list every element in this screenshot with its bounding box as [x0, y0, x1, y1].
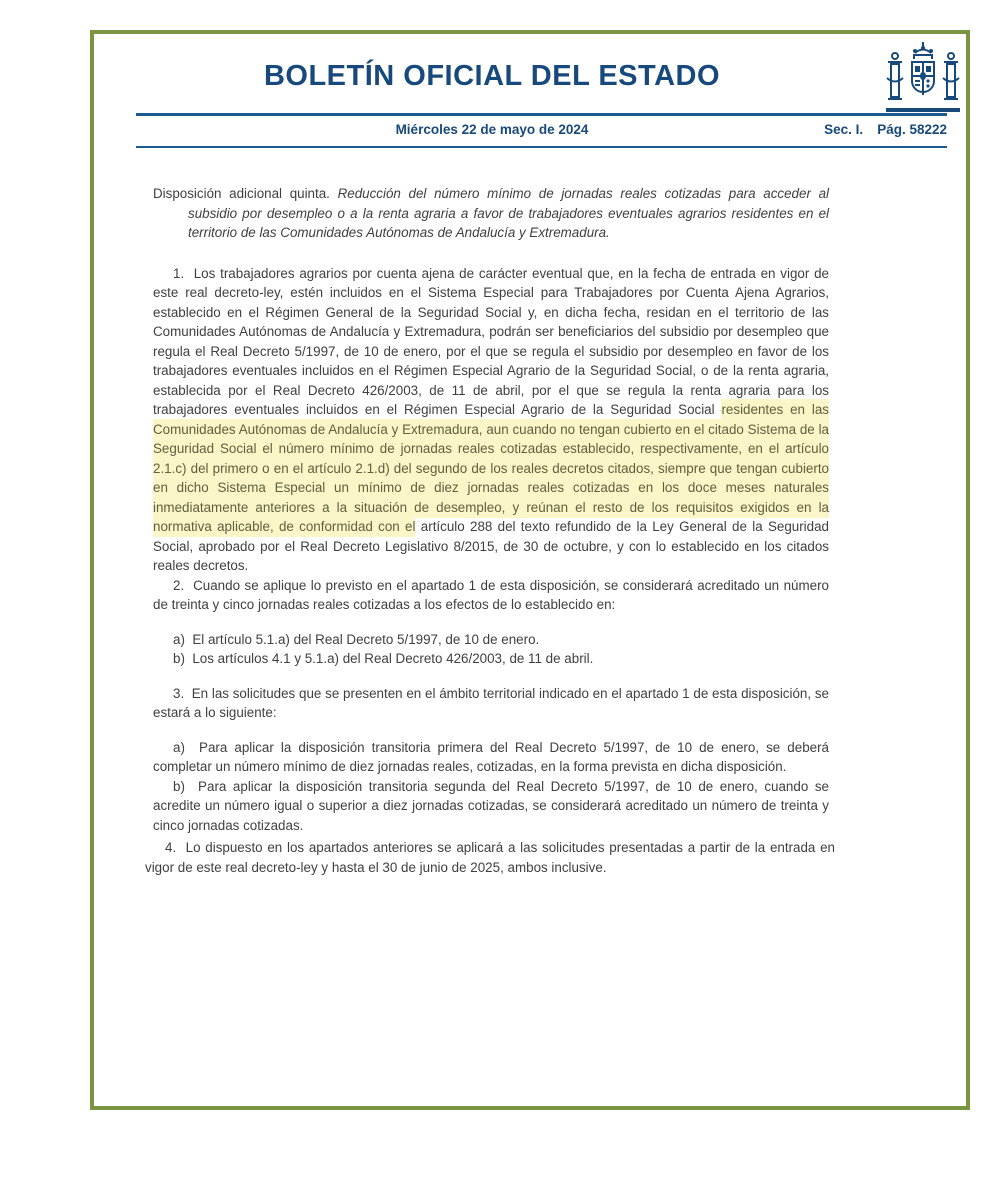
provision-heading-lead: Disposición adicional quinta.	[153, 186, 330, 201]
issue-date: Miércoles 22 de mayo de 2024	[395, 122, 589, 137]
section-page	[824, 122, 947, 137]
header-rule-bottom	[136, 146, 947, 148]
provision-heading-subject: Reducción del número mínimo de jornadas reales cotizadas para acceder al subsidio por desempleo o a la renta agraria a favor de trabajadores eventuales agrarios residentes en el territorio de las Comunidades Autónomas de Andalucía y Extremadura.	[188, 186, 830, 240]
paragraph-1	[153, 264, 829, 576]
ordered-item-3b: b) Para aplicar la disposición transitoria segunda del Real Decreto 5/1997, de 10 de enero, cuando se acredite un número igual o superior a diez jornadas cotizadas, se considerará acreditado un número de treinta y cinco jornadas cotizadas.	[153, 778, 829, 833]
document-body	[145, 184, 835, 877]
paragraph-2: 2. Cuando se aplique lo previsto en el apartado 1 de esta disposición, se considerará acreditado un número de treinta y cinco jornadas reales cotizadas a los efectos de lo establecido en:	[153, 577, 829, 612]
paragraph-1-post: artículo 288 del texto refundido de la Ley General de la Seguridad Social, aprobado por el Real Decreto Legislativo 8/2015, de 30 de octubre, y con lo establecido en los citados reales decretos.	[153, 519, 830, 573]
paragraph-3: 3. En las solicitudes que se presenten en el ámbito territorial indicado en el apartado 1 de esta disposición, se estará a lo siguiente:	[153, 685, 829, 720]
ordered-item-3a: a) Para aplicar la disposición transitoria primera del Real Decreto 5/1997, de 10 de enero, se deberá completar un número mínimo de diez jornadas reales, cotizadas, en la forma prevista en dicha disposición.	[153, 739, 829, 774]
header-rule-top	[136, 113, 947, 116]
section-label: Sec. I.	[824, 122, 864, 137]
document-frame	[90, 30, 970, 1110]
page-number: Pág. 58222	[877, 122, 947, 137]
ordered-item-2b: b) Los artículos 4.1 y 5.1.a) del Real Decreto 426/2003, de 11 de abril.	[173, 651, 594, 666]
highlighted-passage: residentes en las Comunidades Autónomas de Andalucía y Extremadura, aun cuando no tengan cubierto en el citado Sistema de la Seguridad Social el número mínimo de jornadas reales cotizadas establecido, respectivamente, en el artículo 2.1.c) del primero o en el artículo 2.1.d) del segundo de los reales decretos citados, siempre que tengan cubierto en dicho Sistema Especial un mínimo de diez jornadas reales cotizadas en los doce meses naturales inmediatamente anteriores a la situación de desempleo, y reúnan el resto de los requisitos exigidos en la normativa aplicable, de conformidad con el	[153, 399, 829, 537]
paragraph-4: 4. Lo dispuesto en los apartados anteriores se aplicará a las solicitudes presentadas a partir de la entrada en vigor de este real decreto-ley y hasta el 30 de junio de 2025, ambos inclusive.	[145, 840, 835, 875]
gazette-title: BOLETÍN OFICIAL DEL ESTADO	[263, 60, 721, 92]
spain-coat-of-arms-icon	[884, 42, 962, 112]
provision-heading	[153, 184, 829, 243]
paragraph-1-pre: 1. Los trabajadores agrarios por cuenta ajena de carácter eventual que, en la fecha de entrada en vigor de este real decreto-ley, estén incluidos en el Sistema Especial para Trabajadores por Cuenta Ajena Agrarios, establecido en el Régimen General de la Seguridad Social y, en dicha fecha, residan en el territorio de las Comunidades Autónomas de Andalucía y Extremadura, podrán ser beneficiarios del subsidio por desempleo que regula el Real Decreto 5/1997, de 10 de enero, por el que se regula el subsidio por desempleo en favor de los trabajadores eventuales incluidos en el Régimen Especial Agrario de la Seguridad Social, o de la renta agraria, establecida por el Real Decreto 426/2003, de 11 de abril, por el que se regula la renta agraria para los trabajadores eventuales incluidos en el Régimen Especial Agrario de la Seguridad Social	[153, 265, 829, 417]
ordered-item-2a: a) El artículo 5.1.a) del Real Decreto 5/1997, de 10 de enero.	[173, 631, 540, 647]
